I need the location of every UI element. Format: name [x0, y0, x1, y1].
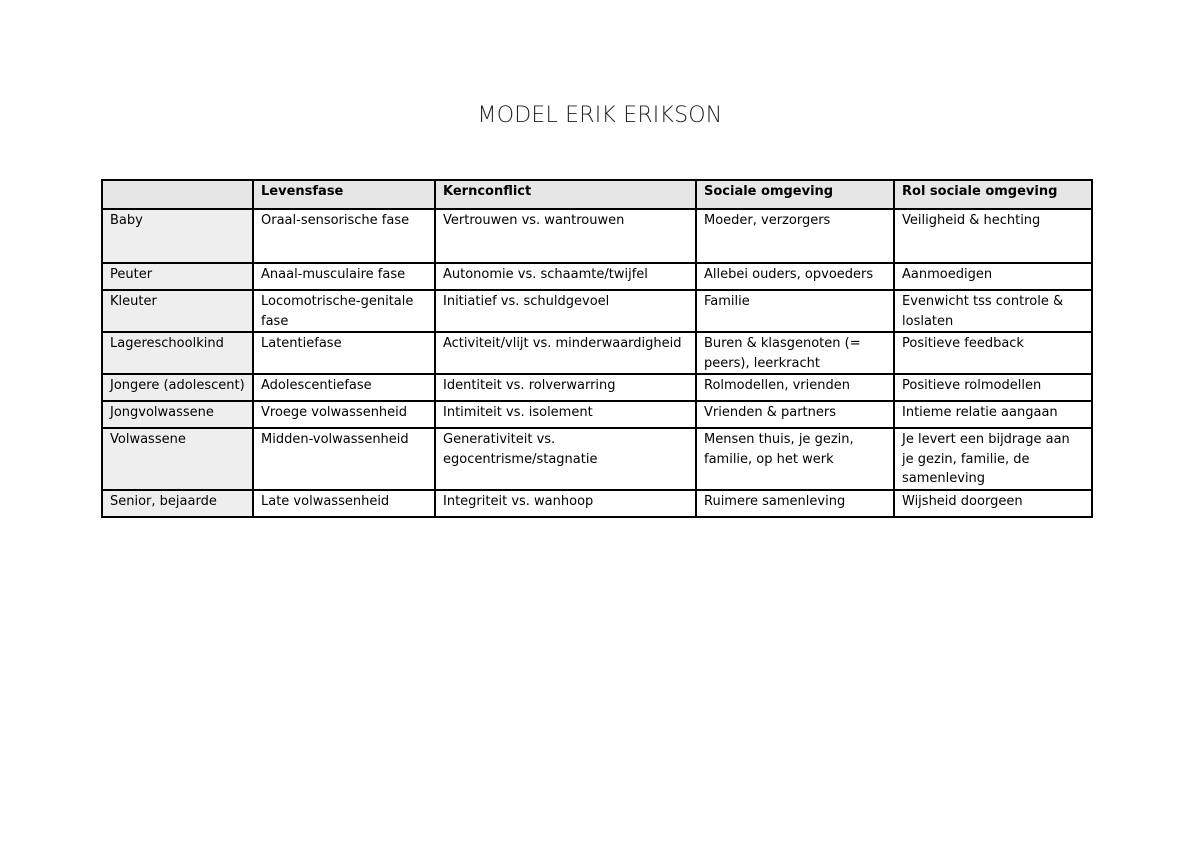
- rol-sociale-omgeving-cell: Evenwicht tss controle & loslaten: [894, 290, 1092, 332]
- sociale-omgeving-cell: Allebei ouders, opvoeders: [696, 263, 894, 290]
- sociale-omgeving-cell: Buren & klasgenoten (= peers), leerkracht: [696, 332, 894, 374]
- stage-cell: Jongvolwassene: [102, 401, 253, 428]
- kernconflict-cell: Autonomie vs. schaamte/twijfel: [435, 263, 696, 290]
- table-row: [102, 290, 1092, 332]
- kernconflict-cell: Intimiteit vs. isolement: [435, 401, 696, 428]
- table-row: [102, 374, 1092, 401]
- page-title: MODEL ERIK ERIKSON: [477, 103, 723, 128]
- header-cell-stage: [102, 180, 253, 209]
- levensfase-cell: Midden-volwassenheid: [253, 428, 435, 490]
- sociale-omgeving-cell: Rolmodellen, vrienden: [696, 374, 894, 401]
- sociale-omgeving-cell: Familie: [696, 290, 894, 332]
- levensfase-cell: Locomotrische-genitale fase: [253, 290, 435, 332]
- sociale-omgeving-cell: Moeder, verzorgers: [696, 209, 894, 263]
- sociale-omgeving-cell: Mensen thuis, je gezin, familie, op het werk: [696, 428, 894, 490]
- stage-cell: Jongere (adolescent): [102, 374, 253, 401]
- sociale-omgeving-cell: Vrienden & partners: [696, 401, 894, 428]
- rol-sociale-omgeving-cell: Je levert een bijdrage aan je gezin, familie, de samenleving: [894, 428, 1092, 490]
- stage-cell: Peuter: [102, 263, 253, 290]
- header-cell-sociale-omgeving: Sociale omgeving: [696, 180, 894, 209]
- levensfase-cell: Oraal-sensorische fase: [253, 209, 435, 263]
- kernconflict-cell: Activiteit/vlijt vs. minderwaardigheid: [435, 332, 696, 374]
- rol-sociale-omgeving-cell: Positieve feedback: [894, 332, 1092, 374]
- table-row: [102, 428, 1092, 490]
- stage-cell: Volwassene: [102, 428, 253, 490]
- table-row: [102, 401, 1092, 428]
- sociale-omgeving-cell: Ruimere samenleving: [696, 490, 894, 517]
- levensfase-cell: Late volwassenheid: [253, 490, 435, 517]
- kernconflict-cell: Generativiteit vs. egocentrisme/stagnatie: [435, 428, 696, 490]
- kernconflict-cell: Vertrouwen vs. wantrouwen: [435, 209, 696, 263]
- table-header-row: [102, 180, 1092, 209]
- rol-sociale-omgeving-cell: Veiligheid & hechting: [894, 209, 1092, 263]
- table-row: [102, 263, 1092, 290]
- rol-sociale-omgeving-cell: Positieve rolmodellen: [894, 374, 1092, 401]
- levensfase-cell: Adolescentiefase: [253, 374, 435, 401]
- header-cell-levensfase: Levensfase: [253, 180, 435, 209]
- header-cell-kernconflict: Kernconflict: [435, 180, 696, 209]
- levensfase-cell: Anaal-musculaire fase: [253, 263, 435, 290]
- table-row: [102, 209, 1092, 263]
- kernconflict-cell: Initiatief vs. schuldgevoel: [435, 290, 696, 332]
- kernconflict-cell: Identiteit vs. rolverwarring: [435, 374, 696, 401]
- levensfase-cell: Latentiefase: [253, 332, 435, 374]
- stage-cell: Baby: [102, 209, 253, 263]
- header-cell-rol-sociale-omgeving: Rol sociale omgeving: [894, 180, 1092, 209]
- rol-sociale-omgeving-cell: Wijsheid doorgeen: [894, 490, 1092, 517]
- rol-sociale-omgeving-cell: Aanmoedigen: [894, 263, 1092, 290]
- levensfase-cell: Vroege volwassenheid: [253, 401, 435, 428]
- stage-cell: Kleuter: [102, 290, 253, 332]
- erikson-model-table: [101, 179, 1093, 518]
- rol-sociale-omgeving-cell: Intieme relatie aangaan: [894, 401, 1092, 428]
- stage-cell: Senior, bejaarde: [102, 490, 253, 517]
- table-row: [102, 332, 1092, 374]
- table-row: [102, 490, 1092, 517]
- stage-cell: Lagereschoolkind: [102, 332, 253, 374]
- kernconflict-cell: Integriteit vs. wanhoop: [435, 490, 696, 517]
